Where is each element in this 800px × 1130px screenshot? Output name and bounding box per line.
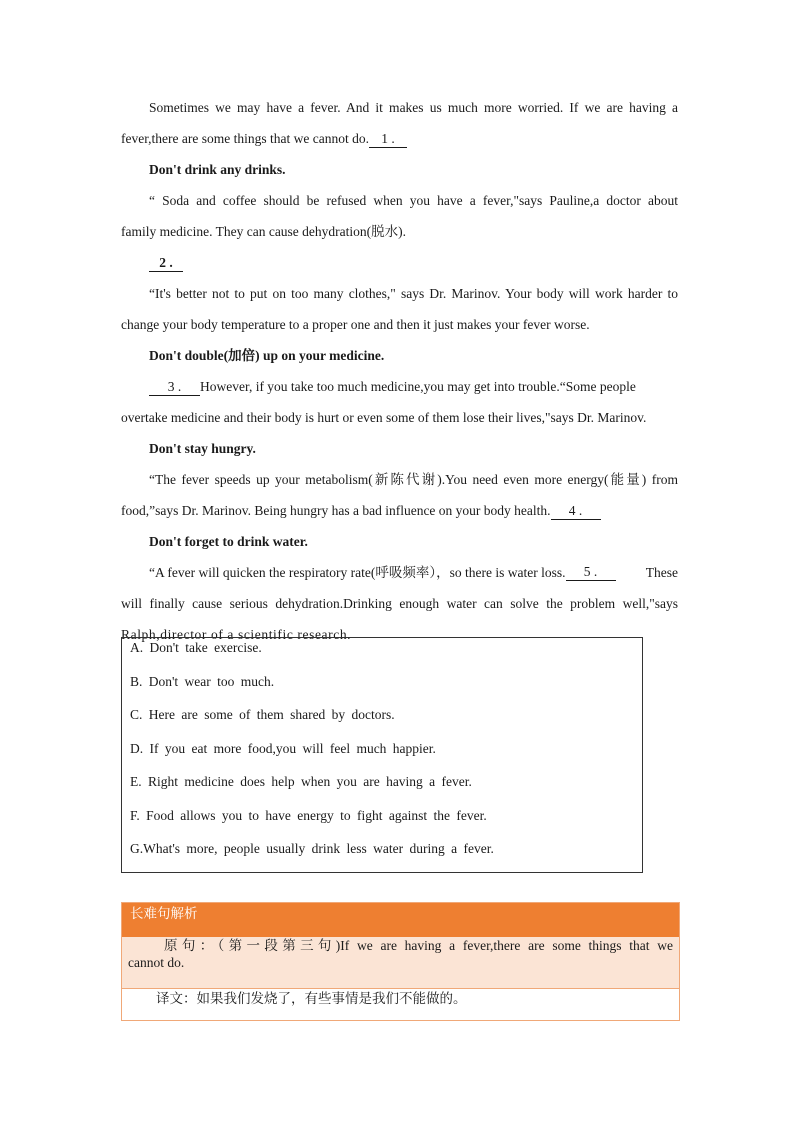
passage-line (121, 123, 678, 154)
passage-text: These (645, 565, 678, 580)
section-heading: Don't drink any drinks. (149, 162, 286, 177)
blank-3: 3 . (149, 379, 200, 396)
passage-line: Ralph,director of a scientific research. (121, 627, 352, 642)
option-f: F. Food allows you to have energy to fight against the fever. (130, 807, 487, 823)
section-heading: Don't stay hungry. (149, 441, 256, 456)
blank-2: 2 . (149, 255, 183, 272)
passage-text: fever,there are some things that we cannot do. (121, 131, 369, 146)
option-d: D. If you eat more food,you will feel much happier. (130, 740, 436, 756)
option-c: C. Here are some of them shared by doctors. (130, 707, 395, 722)
sentence-analysis-table (121, 902, 680, 1021)
analysis-original-line: cannot do. (128, 955, 185, 970)
blank-5: 5 . (566, 564, 616, 581)
section-heading: Don't double(加倍) up on your medicine. (149, 348, 385, 363)
passage-line: will finally cause serious dehydration.Drinking enough water can solve the problem well,"says (121, 596, 678, 611)
option-a: A. Don't take exercise. (130, 640, 262, 655)
passage-line: overtake medicine and their body is hurt or even some of them lose their lives,"says Dr. Marinov. (121, 410, 647, 425)
option-g: G.What's more, people usually drink less water during a fever. (130, 841, 494, 856)
section-heading: Don't forget to drink water. (149, 534, 308, 549)
passage-line: “It's better not to put on too many clothes," says Dr. Marinov. Your body will work harder to (149, 286, 678, 301)
analysis-original-line: 原句：（第一段第三句)If we are having a fever,there are some things that we (164, 938, 673, 953)
passage-text: food,”says Dr. Marinov. Being hungry has a bad influence on your body health. (121, 503, 551, 518)
passage-line (121, 371, 678, 402)
passage-line (121, 495, 678, 526)
passage-line (121, 557, 678, 588)
passage (121, 92, 678, 650)
passage-line (121, 247, 678, 278)
passage-text: However, if you take too much medicine,you may get into trouble.“Some people (200, 379, 636, 394)
passage-line: change your body temperature to a proper one and then it just makes your fever worse. (121, 317, 590, 332)
passage-line: Sometimes we may have a fever. And it makes us much more worried. If we are having a (149, 100, 678, 115)
passage-line: family medicine. They can cause dehydration(脱水). (121, 224, 407, 239)
option-e: E. Right medicine does help when you are having a fever. (130, 774, 472, 789)
analysis-translation: 译文：如果我们发烧了，有些事情是我们不能做的。 (122, 989, 679, 1020)
passage-line: “The fever speeds up your metabolism(新陈代谢).You need even more energy(能量) from (149, 472, 678, 487)
analysis-original-row (122, 937, 679, 989)
options-box (121, 637, 643, 873)
blank-4: 4 . (551, 503, 601, 520)
analysis-header: 长难句解析 (122, 903, 679, 937)
option-b: B. Don't wear too much. (130, 673, 275, 689)
passage-text: “A fever will quicken the respiratory rate(呼吸频率），so there is water loss. (149, 565, 566, 580)
blank-1: 1 . (369, 131, 407, 148)
passage-line: “ Soda and coffee should be refused when you have a fever,"says Pauline,a doctor about (149, 193, 678, 208)
